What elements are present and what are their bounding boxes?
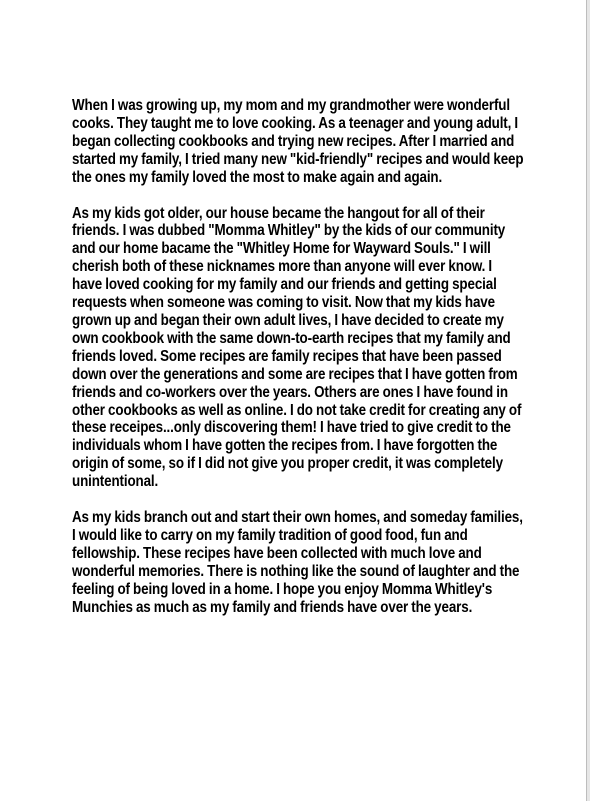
paragraph-hangout: As my kids got older, our house became the hangout for all of their friends. I was dubbed "Momma Whitley" by the kids of our community and our home bacame the "Whitley Home for Wayward Souls." I will cherish both of these nicknames more than anyone will ever know. I have loved cooking for my family and our friends and getting special requests when someone was coming to visit. Now that my kids have grown up and began their own adult lives, I have decided to create my own cookbook with the same down-to-earth recipes that my family and friends loved. Some recipes are family recipes that have been passed down over the generations and some are recipes that I have gotten from friends and co-workers over the years. Others are ones I have found in other cookbooks as well as online. I do not take credit for creating any of these receipes...only discovering them! I have tried to give credit to the individuals whom I have gotten the recipes from. I have forgotten the origin of some, so if I did not give you proper credit, it was completely unintentional. [72,204,522,491]
page-body-text [72,97,524,616]
paragraph-tradition: As my kids branch out and start their own homes, and someday families, I would like to carry on my family tradition of good food, fun and fellowship. These recipes have been collected with much love and wonderful memories. There is nothing like the sound of laughter and the feeling of being loved in a home. I hope you enjoy Momma Whitley's Munchies as much as my family and friends have over the years. [72,509,523,616]
paragraph-intro: When I was growing up, my mom and my grandmother were wonderful cooks. They taught me to love cooking. As a teenager and young adult, I began collecting cookbooks and trying new recipes. After I married and started my family, I tried many new "kid-friendly" recipes and would keep the ones my family loved the most to make again and again. [72,97,524,186]
